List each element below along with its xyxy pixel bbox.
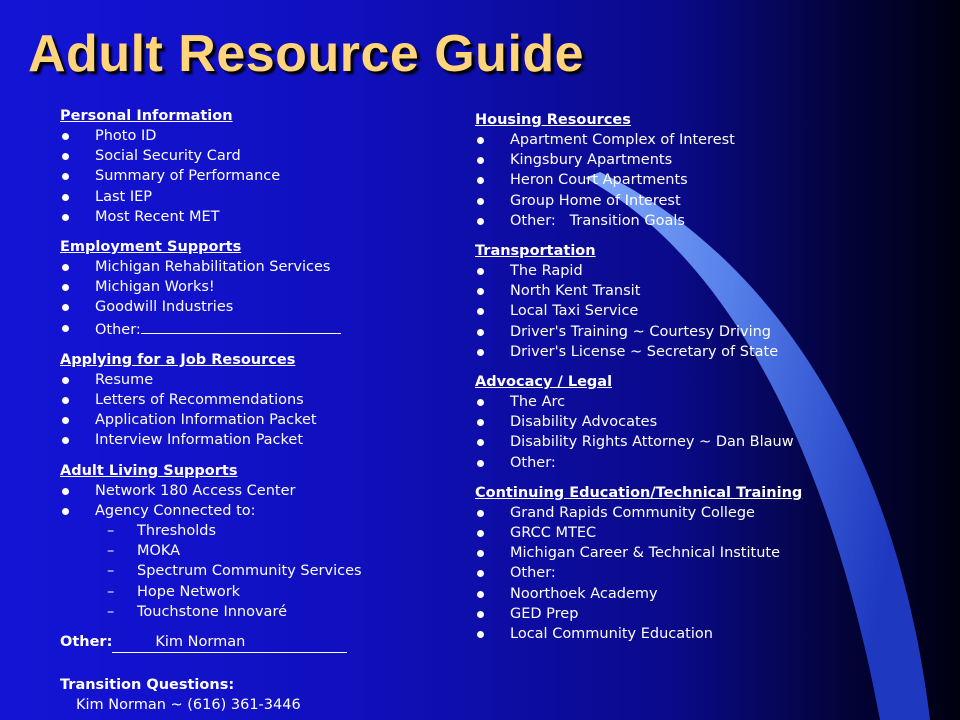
- bullet-icon: [477, 198, 484, 205]
- list-item: Other:: [475, 453, 915, 473]
- left-column: [60, 106, 440, 715]
- dash-marker: –: [107, 583, 115, 600]
- bullet-icon: [477, 329, 484, 336]
- list-item: Local Taxi Service: [475, 301, 915, 321]
- section-job-resources: [60, 350, 440, 451]
- bullet-icon: [477, 399, 484, 406]
- right-column: [475, 110, 915, 654]
- bullet-icon: [62, 194, 69, 201]
- section-heading: Applying for a Job Resources: [60, 351, 296, 368]
- list-item: The Rapid: [475, 261, 915, 281]
- list-item: Most Recent MET: [60, 207, 440, 227]
- list-item: The Arc: [475, 392, 915, 412]
- list-item: Driver's Training ~ Courtesy Driving: [475, 322, 915, 342]
- bullet-icon: [477, 530, 484, 537]
- list-item: Letters of Recommendations: [60, 390, 440, 410]
- list-item: Disability Advocates: [475, 412, 915, 432]
- section-personal-information: [60, 106, 440, 227]
- bullet-icon: [62, 417, 69, 424]
- list-item: Local Community Education: [475, 624, 915, 644]
- list-item: Other:: [60, 318, 440, 340]
- list-item: Agency Connected to:: [60, 501, 440, 521]
- list-item: Grand Rapids Community College: [475, 503, 915, 523]
- other-label: Other:: [60, 634, 113, 651]
- dash-marker: –: [107, 543, 115, 560]
- section-employment-supports: [60, 237, 440, 340]
- bullet-icon: [477, 218, 484, 225]
- section-heading: Personal Information: [60, 108, 233, 124]
- section-heading: Employment Supports: [60, 239, 242, 256]
- list-item: Kingsbury Apartments: [475, 150, 915, 170]
- bullet-icon: [62, 214, 69, 221]
- bullet-icon: [477, 460, 484, 467]
- bullet-icon: [477, 631, 484, 638]
- section-advocacy-legal: [475, 372, 915, 473]
- list-item: Goodwill Industries: [60, 297, 440, 317]
- list-item: GRCC MTEC: [475, 523, 915, 543]
- list-item: Application Information Packet: [60, 410, 440, 430]
- list-item: North Kent Transit: [475, 281, 915, 301]
- list-item: Interview Information Packet: [60, 430, 440, 450]
- section-heading: Advocacy / Legal: [475, 374, 613, 391]
- list-item: Michigan Works!: [60, 277, 440, 297]
- bullet-icon: [62, 397, 69, 404]
- bullet-icon: [477, 570, 484, 577]
- section-heading: Transportation: [475, 243, 596, 260]
- bullet-icon: [477, 268, 484, 275]
- list-item: Photo ID: [60, 126, 440, 146]
- bullet-icon: [62, 304, 69, 311]
- bullet-icon: [62, 508, 69, 515]
- bullet-icon: [477, 439, 484, 446]
- bullet-icon: [62, 133, 69, 140]
- section-housing-resources: [475, 110, 915, 231]
- bullet-icon: [62, 264, 69, 271]
- sub-list-item: – Touchstone Innovaré: [60, 602, 440, 622]
- section-heading: Continuing Education/Technical Training: [475, 484, 803, 501]
- list-item: Group Home of Interest: [475, 191, 915, 211]
- dash-marker: –: [107, 523, 115, 540]
- bullet-icon: [477, 177, 484, 184]
- bullet-icon: [477, 137, 484, 144]
- page-title: Adult Resource Guide: [28, 25, 585, 83]
- bullet-icon: [477, 288, 484, 295]
- section-heading: Adult Living Supports: [60, 462, 238, 479]
- bullet-icon: [62, 377, 69, 384]
- list-item: Heron Court Apartments: [475, 170, 915, 190]
- section-adult-living-supports: [60, 461, 440, 622]
- sub-list-item: – MOKA: [60, 541, 440, 561]
- transition-questions-contact: Kim Norman ~ (616) 361-3446: [76, 697, 301, 714]
- list-item: Social Security Card: [60, 146, 440, 166]
- list-item: Disability Rights Attorney ~ Dan Blauw: [475, 432, 915, 452]
- list-item: Other: Transition Goals: [475, 211, 915, 231]
- section-continuing-education: [475, 483, 915, 644]
- list-item: Noorthoek Academy: [475, 584, 915, 604]
- list-item: Michigan Rehabilitation Services: [60, 257, 440, 277]
- section-heading: Housing Resources: [475, 112, 631, 128]
- bullet-icon: [477, 591, 484, 598]
- bullet-icon: [62, 284, 69, 291]
- dash-marker: –: [107, 563, 115, 580]
- transition-questions-heading: Transition Questions:: [60, 677, 235, 694]
- list-item: Michigan Career & Technical Institute: [475, 543, 915, 563]
- bullet-icon: [62, 173, 69, 180]
- bullet-icon: [477, 349, 484, 356]
- dash-marker: –: [107, 603, 115, 620]
- sub-list-item: – Thresholds: [60, 521, 440, 541]
- bullet-icon: [477, 308, 484, 315]
- bullet-icon: [477, 550, 484, 557]
- other-contact-line: [60, 632, 440, 653]
- bullet-icon: [477, 419, 484, 426]
- list-item: Driver's License ~ Secretary of State: [475, 342, 915, 362]
- bullet-icon: [477, 611, 484, 618]
- bullet-icon: [62, 153, 69, 160]
- list-item: Last IEP: [60, 187, 440, 207]
- bullet-icon: [62, 325, 69, 332]
- list-item: Network 180 Access Center: [60, 481, 440, 501]
- list-item: Resume: [60, 370, 440, 390]
- bullet-icon: [477, 157, 484, 164]
- list-item: Summary of Performance: [60, 166, 440, 186]
- blank-line: [141, 318, 341, 334]
- bullet-icon: [62, 488, 69, 495]
- list-item: Other:: [475, 563, 915, 583]
- bullet-icon: [62, 437, 69, 444]
- bullet-icon: [477, 510, 484, 517]
- list-item: GED Prep: [475, 604, 915, 624]
- list-item: Apartment Complex of Interest: [475, 130, 915, 150]
- other-value: Kim Norman: [112, 632, 347, 653]
- sub-list-item: – Spectrum Community Services: [60, 561, 440, 581]
- section-transportation: [475, 241, 915, 362]
- sub-list-item: – Hope Network: [60, 582, 440, 602]
